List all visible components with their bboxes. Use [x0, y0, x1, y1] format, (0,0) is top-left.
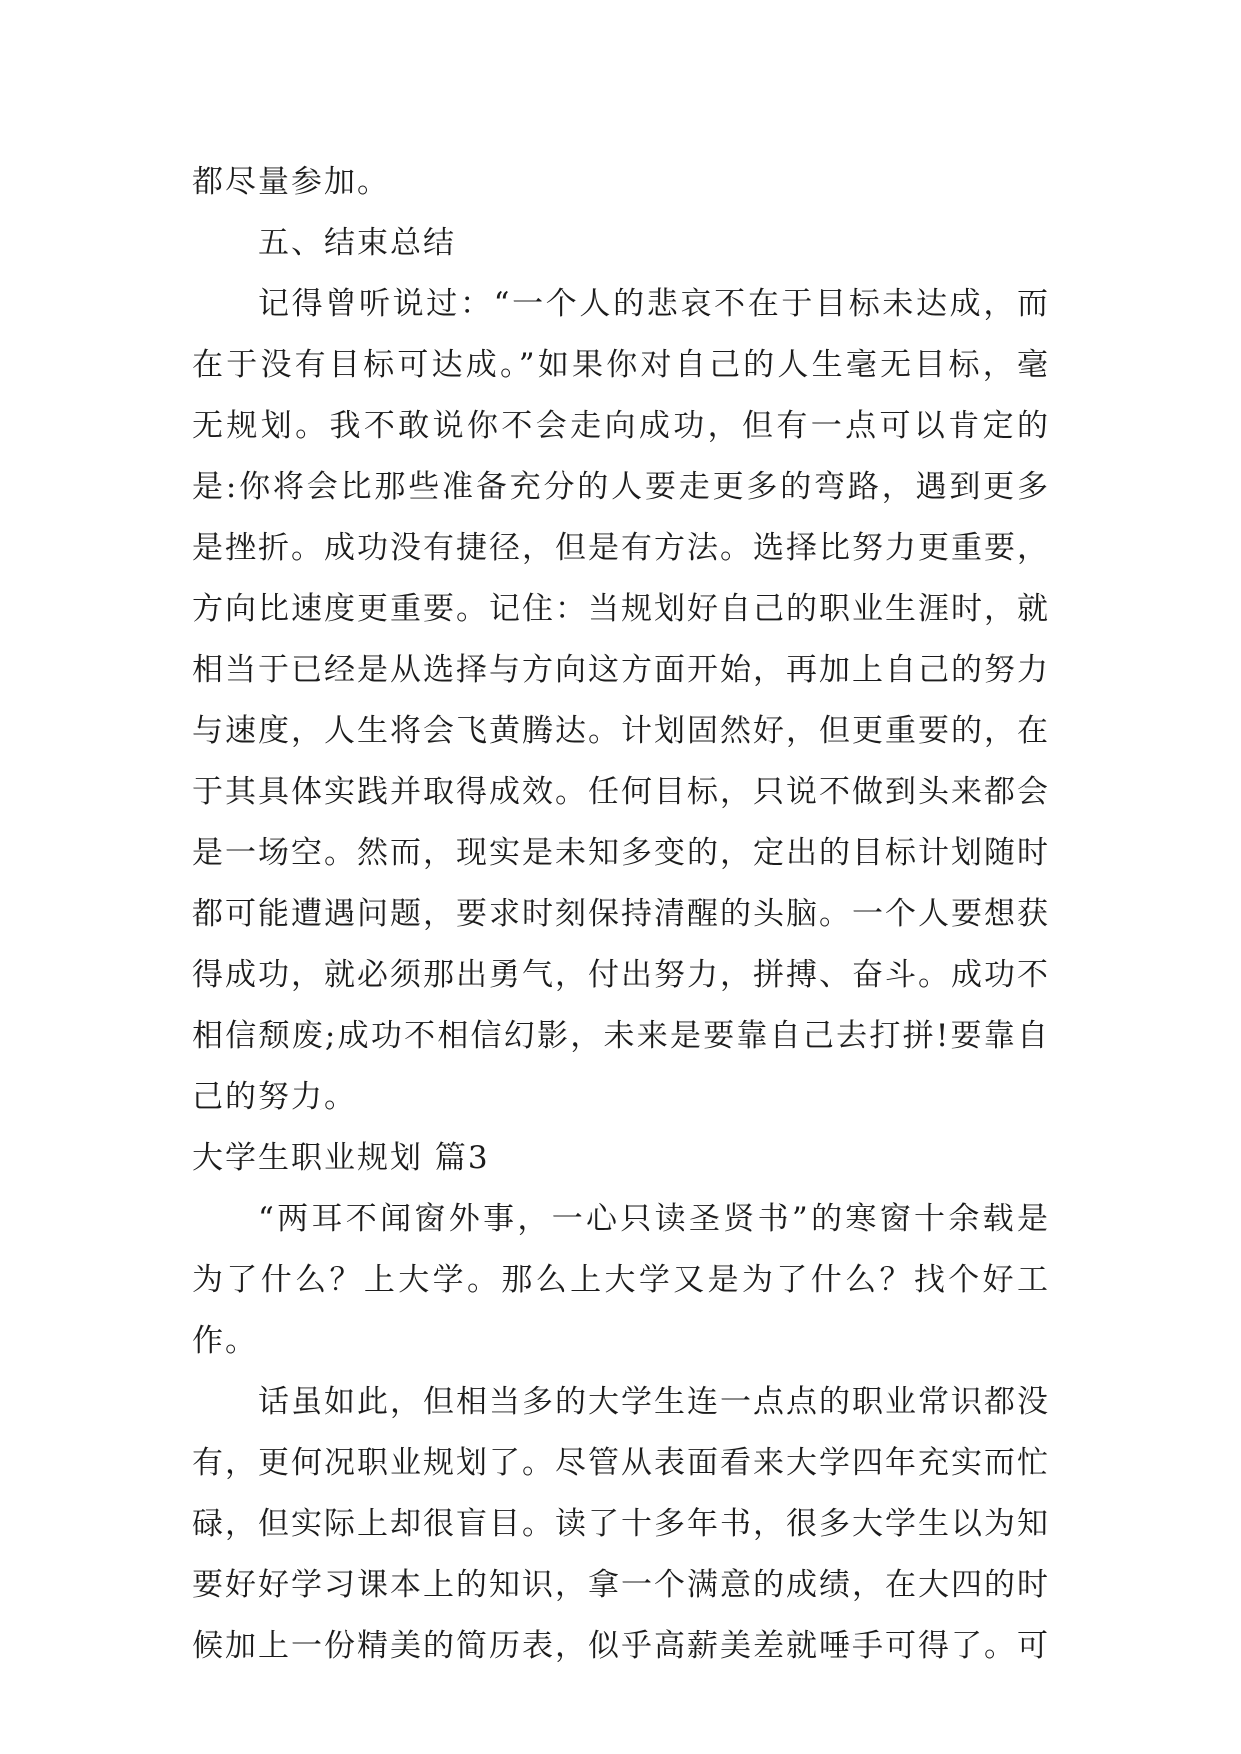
paragraph-continuation: 都尽量参加。 — [192, 164, 390, 200]
document-body — [192, 152, 1050, 1677]
paragraph-summary: 记得曾听说过：“一个人的悲哀不在于目标未达成，而在于没有目标可达成。”如果你对自己的人生毫无目标，毫无规划。我不敢说你不会走向成功，但有一点可以肯定的是:你将会比那些准备充分的人要走更多的弯路，遇到更多是挫折。成功没有捷径，但是有方法。选择比努力更重要，方向比速度更重要。记住：当规划好自己的职业生涯时，就相当于已经是从选择与方向这方面开始，再加上自己的努力与速度，人生将会飞黄腾达。计划固然好，但更重要的，在于其具体实践并取得成效。任何目标，只说不做到头来都会是一场空。然而，现实是未知多变的，定出的目标计划随时都可能遭遇问题，要求时刻保持清醒的头脑。一个人要想获得成功，就必须那出勇气，付出努力，拼搏、奋斗。成功不相信颓废;成功不相信幻影，未来是要靠自己去打拼!要靠自己的努力。 — [192, 286, 1050, 1115]
paragraph-intro: “两耳不闻窗外事，一心只读圣贤书”的寒窗十余载是为了什么？上大学。那么上大学又是为了什么？找个好工作。 — [192, 1201, 1050, 1359]
section-heading: 大学生职业规划 篇3 — [192, 1140, 490, 1176]
paragraph-body: 话虽如此，但相当多的大学生连一点点的职业常识都没有，更何况职业规划了。尽管从表面看来大学四年充实而忙碌，但实际上却很盲目。读了十多年书，很多大学生以为知要好好学习课本上的知识，拿一个满意的成绩，在大四的时候加上一份精美的简历表，似乎高薪美差就唾手可得了。可 — [192, 1384, 1050, 1664]
section-subheading: 五、结束总结 — [258, 225, 456, 261]
